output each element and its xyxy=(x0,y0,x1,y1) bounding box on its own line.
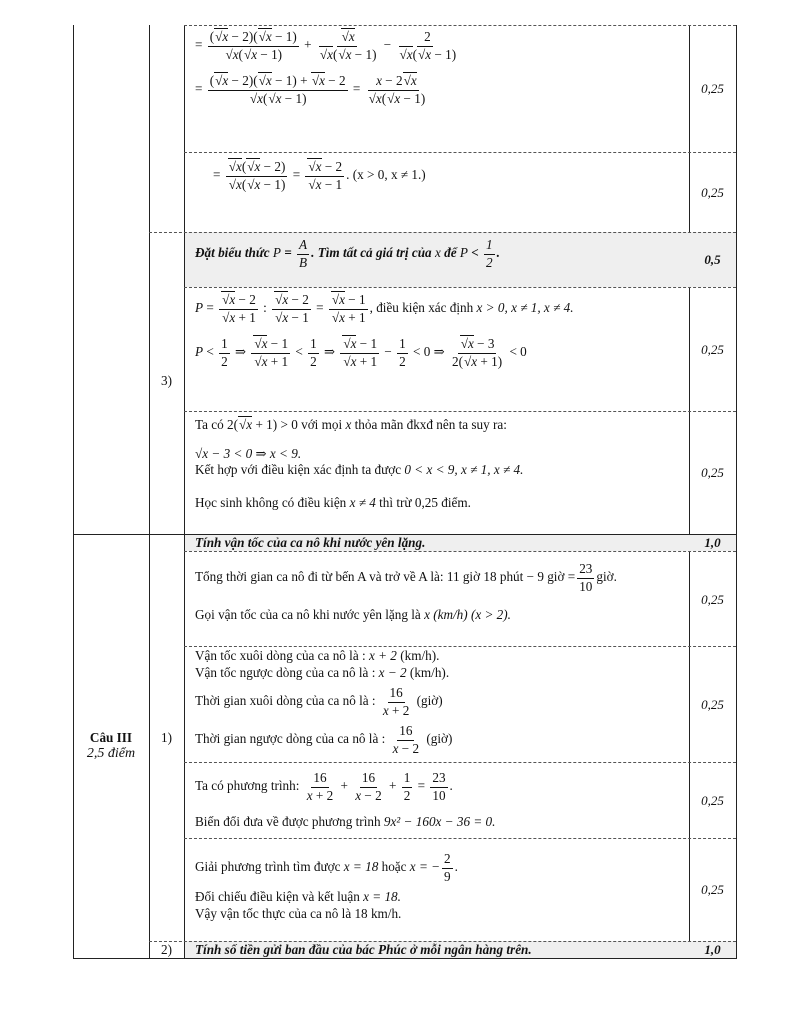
text-block-9: Giải phương trình tìm được x = 18 hoặc x = − $\frac{2}{9}$ . Đối chiếu điều kiện và kết luận x = 18. Vậy vận tốc thực của ca nô là 18 km/h. xyxy=(195,851,685,922)
r7-l4a: Thời gian ngược dòng của ca nô là : xyxy=(195,731,386,747)
r9-l2a: Đối chiếu điều kiện và kết luận xyxy=(195,889,360,904)
score-r9: 0,25 xyxy=(701,882,724,897)
score-r5: 0,25 xyxy=(701,465,724,480)
part-2-label: 2) xyxy=(161,942,172,957)
row-line xyxy=(184,762,736,763)
r5-l2: √x − 3 < 0 ⇒ x < 9. xyxy=(195,445,302,461)
cond-text: , điều kiện xác định xyxy=(369,300,474,316)
part-3-label: 3) xyxy=(161,373,172,388)
score-r2: 0,25 xyxy=(701,185,724,200)
row-line xyxy=(184,25,736,26)
r7-l1c: (km/h). xyxy=(400,648,440,663)
r9-l3: Vậy vận tốc thực của ca nô là 18 km/h. xyxy=(195,905,402,921)
r8-l2b: 9x² − 160x − 36 = 0. xyxy=(383,814,496,829)
score-r4: 0,25 xyxy=(701,342,724,357)
r5-l3a: Kết hợp với điều kiện xác định ta được xyxy=(195,462,402,477)
col-divider-3 xyxy=(689,25,690,959)
r9-l1b: x = 18 xyxy=(343,859,379,875)
question-III-1-header: Tính vận tốc của ca nô khi nước yên lặng. xyxy=(195,535,426,550)
r8-l1a: Ta có phương trình: xyxy=(195,778,300,794)
equation-block-1: = $\frac{(√x - 2)(√x - 1)}{√x(√x - 1)}$ + $\frac{√x}{√x(√x - 1)}$ − $\frac{2}{√x(√x - 1)}$ = $\frac{(√x - 2)(√x - 1) + √x - 2}{√x(√x - 1)}$ = $\frac{x - 2√x}{√x(√x - 1)}$ xyxy=(195,29,457,106)
r9-l2b: x = 18. xyxy=(363,889,401,904)
score-r3: 0,5 xyxy=(704,252,721,267)
r7-l1a: Vận tốc xuôi dòng của ca nô là : xyxy=(195,648,366,663)
answer-table xyxy=(73,25,736,959)
r7-l3a: Thời gian xuôi dòng của ca nô là : xyxy=(195,693,376,709)
r7-l2a: Vận tốc ngược dòng của ca nô là : xyxy=(195,664,376,680)
r7-l3b: (giờ) xyxy=(416,693,443,709)
text-block-5: Ta có 2(√x + 1) > 0 với mọi x thỏa mãn đkxđ nên ta suy ra: √x − 3 < 0 ⇒ x < 9. Kết hợp với điều kiện xác định ta được 0 < x < 9, x ≠ 1, x ≠ 4. Học sinh không có điều kiện x ≠ 4 thì trừ 0,25 điểm. xyxy=(195,417,685,511)
table-border-left xyxy=(73,25,74,959)
text-block-8: Ta có phương trình: $\frac{16}{x + 2}$ + $\frac{16}{x - 2}$ + $\frac{1}{2}$ = $\frac{23}{10}$ . Biến đổi đưa về được phương trình 9x² − 160x − 36 = 0. xyxy=(195,770,496,829)
r5-l1a: Ta có xyxy=(195,417,224,432)
r9-l1a: Giải phương trình tìm được xyxy=(195,859,341,875)
equation-block-2: = $\frac{√x(√x - 2)}{√x(√x - 1)}$ = $\frac{√x - 2}{√x - 1}$ . (x > 0, x ≠ 1.) xyxy=(213,159,426,192)
r6-l1b: 11 giờ 18 phút − 9 giờ = xyxy=(446,569,576,585)
r6-l1c: giờ. xyxy=(596,569,617,585)
score-r7: 0,25 xyxy=(701,697,724,712)
col-divider-2 xyxy=(184,25,185,959)
question-III-2-header: Tính số tiền gửi ban đầu của bác Phúc ở mỗi ngân hàng trên. xyxy=(195,942,532,957)
r5-l4a: Học sinh không có điều kiện xyxy=(195,494,347,510)
col-divider-1 xyxy=(149,25,150,959)
cau-points: 2,5 điểm xyxy=(86,746,136,761)
score-r6: 0,25 xyxy=(701,592,724,607)
r5-l4c: thì trừ 0,25 điểm. xyxy=(379,494,471,510)
r5-l3b: 0 < x < 9, x ≠ 1, x ≠ 4. xyxy=(404,462,524,477)
question-3-header: Đặt biểu thức P = $\frac{A}{B}$ . Tìm tất cả giá trị của x để P < $\frac{1}{2}$ . xyxy=(195,237,500,270)
r5-l1c: thỏa mãn đkxđ nên ta suy ra: xyxy=(354,417,507,432)
text-block-7: Vận tốc xuôi dòng của ca nô là : x + 2 (km/h). Vận tốc ngược dòng của ca nô là : x − 2 (km/h). Thời gian xuôi dòng của ca nô là : $\frac{16}{x + 2}$ (giờ) Thời gian ngược dòng của ca nô là : $\frac{16}{x - 2}$ (giờ) xyxy=(195,648,453,756)
table-border-right xyxy=(736,25,737,959)
r6-l2a: Gọi vận tốc của ca nô khi nước yên lặng là xyxy=(195,607,421,622)
r8-l2a: Biến đổi đưa về được phương trình xyxy=(195,814,381,829)
row-line xyxy=(184,646,736,647)
row-line xyxy=(184,287,736,288)
part-1-label: 1) xyxy=(161,730,172,745)
equation-block-4: P = $\frac{√x - 2}{√x + 1}$ : $\frac{√x - 2}{√x - 1}$ = $\frac{√x - 1}{√x + 1}$ , điều kiện xác định x > 0, x ≠ 1, x ≠ 4. P < $\frac{1}{2}$ ⇒ $\frac{√x - 1}{√x + 1}$ < $\frac{1}{2}$ ⇒ $\frac{√x - 1}{√x + 1}$ − $\frac{1}{2}$ < 0 ⇒ $\frac{√x - 3}{2(√x + 1)}$ < 0 xyxy=(195,292,574,369)
cond-value: x > 0, x ≠ 1, x ≠ 4. xyxy=(476,300,574,316)
domain-condition: (x > 0, x ≠ 1.) xyxy=(352,167,426,183)
cau-label: Câu III xyxy=(89,730,133,745)
r7-l2c: (km/h). xyxy=(409,664,450,680)
text-block-6: Tổng thời gian ca nô đi từ bến A và trở về A là: 11 giờ 18 phút − 9 giờ = $\frac{23}{10}$ giờ. Gọi vận tốc của ca nô khi nước yên lặng là x (km/h) (x > 2). xyxy=(195,561,617,622)
row-line xyxy=(184,411,736,412)
score-r8: 0,25 xyxy=(701,793,724,808)
q3-mid2-text: để xyxy=(444,245,457,261)
q3-head-text: Đặt biểu thức xyxy=(195,245,270,261)
r6-l1a: Tổng thời gian ca nô đi từ bến A và trở về A là: xyxy=(195,569,444,585)
r9-l1c: hoặc xyxy=(381,859,407,875)
r5-l4b: x ≠ 4 xyxy=(349,494,376,510)
row-line xyxy=(184,152,736,153)
r5-l1b: với mọi xyxy=(301,417,343,432)
r7-l4b: (giờ) xyxy=(426,731,453,747)
r7-l1b: x + 2 xyxy=(368,648,397,663)
row-line xyxy=(149,232,736,233)
score-r1: 0,25 xyxy=(701,81,724,96)
r6-l2b: x (km/h) (x > 2). xyxy=(424,607,511,622)
r9-l1d: x = − xyxy=(409,859,441,875)
q3-mid-text: Tìm tất cả giá trị của xyxy=(317,245,432,261)
score-q3: 1,0 xyxy=(704,535,721,550)
r7-l2b: x − 2 xyxy=(378,664,407,680)
row-line xyxy=(184,838,736,839)
score-q4: 1,0 xyxy=(704,942,721,957)
